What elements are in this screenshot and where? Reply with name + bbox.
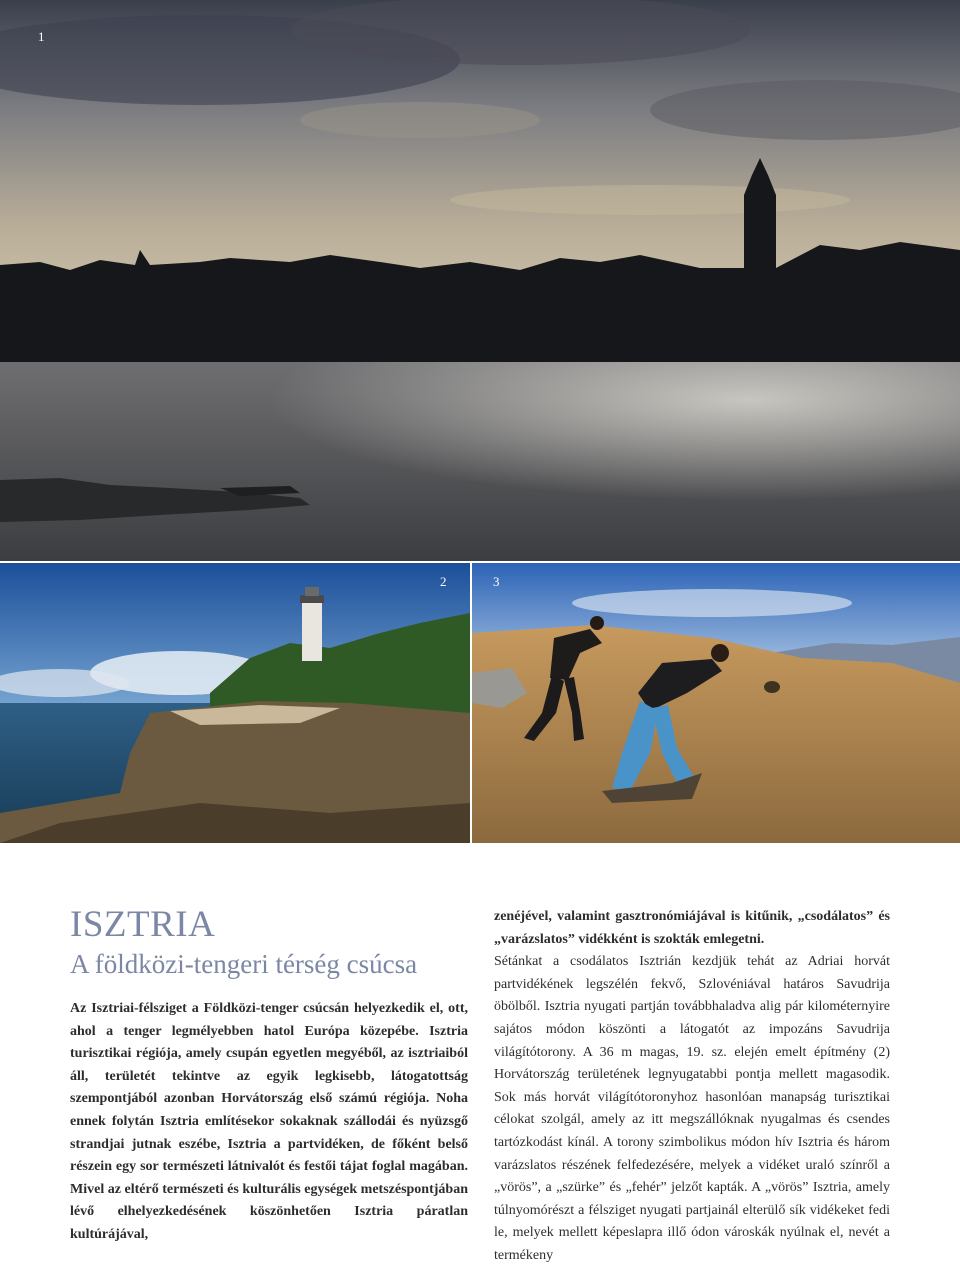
photo-lighthouse-image bbox=[0, 563, 470, 843]
continued-bold-text: zenéjével, valamint gasztronómiájával is kitűnik, „csodálatos” és „varázslatos” vidékként is szokták emlegetni. bbox=[494, 909, 890, 947]
photo-windy-hill-image bbox=[472, 563, 960, 843]
intro-paragraph: Az Isztriai-félsziget a Földközi-tenger csúcsán helyezkedik el, ott, ahol a tenger legmélyebben hatol Európa közepébe. Isztria turisztikai régiója, amely csupán egyetlen megyéből, az isztriaiból áll, területét tekintve az egyik legkisebb, látogatottság szempontjából azonban Horvátország első számú régiója. Noha ennek folytán Isztria említésekor sokaknak szállodái és nyüzsgő strandjai jutnak eszébe, Isztria a partvidéken, de főként belső részein egy sor természeti látnivalót és festői tájat foglal magában. Mivel az eltérő természeti és kulturális egységek metszéspontjában lévő elhelyezkedésének köszönhetően Isztria páratlan kultúrájával, bbox=[70, 1001, 468, 1242]
photo-windy-hill bbox=[472, 563, 960, 843]
article-title: ISZTRIA bbox=[70, 904, 216, 945]
article-subtitle: A földközi-tengeri térség csúcsa bbox=[70, 949, 418, 979]
photo-number-1: 1 bbox=[38, 29, 45, 44]
photo-lighthouse bbox=[0, 563, 470, 843]
photo-number-2: 2 bbox=[440, 574, 447, 589]
article-right-column bbox=[494, 906, 890, 1268]
photo-coastal-town bbox=[0, 0, 960, 561]
photo-coastal-town-image bbox=[0, 0, 960, 561]
article-left-column bbox=[70, 998, 468, 1247]
body-paragraph: Sétánkat a csodálatos Isztrián kezdjük tehát az Adriai horvát partvidékének legszélén fekvő, Szlovéniával határos Savudrija öbölből. Isztria nyugati partján továbbhaladva alig pár kilométernyire sajátos módon köszönti a látogatót az impozáns Savudrija világítótorony. A 36 m magas, 19. sz. elején emelt építmény (2) Horvátország területének legnyugatabbi pontja mellett magasodik. Sok más horvát világítótoronyhoz hasonlóan manapság turisztikai célokat szolgál, amely az itt megszállóknak nyugalmas és csendes tartózkodást kínál. A torony szimbolikus módon hív Isztria és három varázslatos részének felfedezésére, melyek a vidéket uraló színről a „vörös”, a „szürke” és „fehér” jelzőt kapták. A „vörös” Isztria, amely túlnyomórészt a félsziget nyugati partjainál elterülő sík vidékeket fedi le, melyek mellett képeslapra illő ódon városkák nyúlnak el, nevét a termékeny bbox=[494, 954, 890, 1263]
continued-bold-paragraph bbox=[494, 906, 890, 951]
photo-number-3: 3 bbox=[493, 574, 500, 589]
